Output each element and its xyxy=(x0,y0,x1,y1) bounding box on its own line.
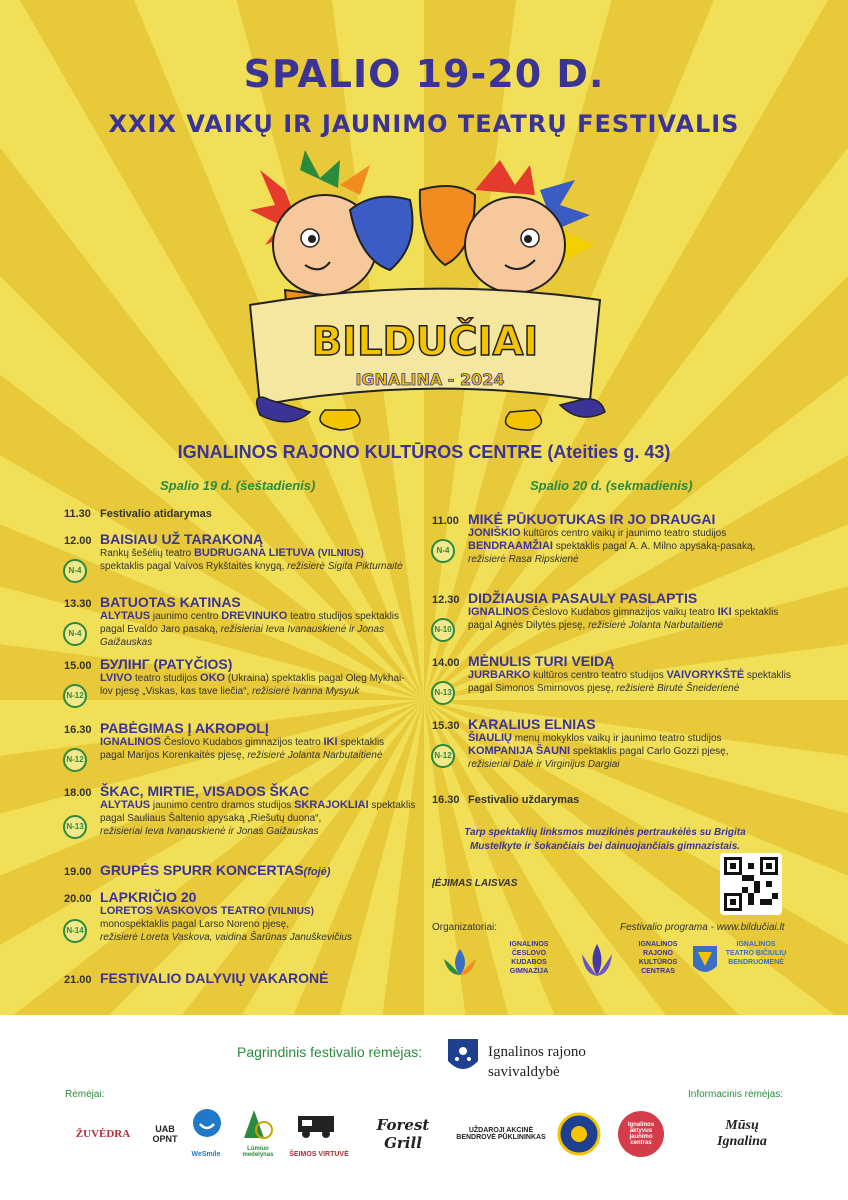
age-badge: N-12 xyxy=(63,748,87,772)
sponsor-wesmile: WeSmile xyxy=(191,1151,221,1158)
day1-header: Spalio 19 d. (šeštadienis) xyxy=(160,478,316,493)
event-item: 21.00 FESTIVALIO DALYVIŲ VAKARONĖ xyxy=(64,970,329,986)
event-item: 19.00 GRUPĖS SPURR KONCERTAS (fojė) xyxy=(64,862,331,878)
sponsor-youth-center: Ignalinos aktyvus jaunimo centras xyxy=(616,1110,666,1158)
sponsor-opnt: UAB OPNT xyxy=(152,1124,178,1144)
event-item: 12.30 DIDŽIAUSIA PASAULY PASLAPTIS N-10 IGNALINOS Česlovo Kudabos gimnazijos vaikų teatro IKI spektaklis pagal Agnės Dilytės pjesę, režisierė Jolanta Narbutaitienė xyxy=(432,590,812,632)
municipality-name: Ignalinos rajono savivaldybė xyxy=(488,1044,586,1080)
theater-friends-logo-icon xyxy=(690,942,720,982)
sponsor-medelynas: Lūmiuo medelynas xyxy=(242,1146,274,1158)
age-badge: N-13 xyxy=(431,681,455,705)
age-badge: N-10 xyxy=(431,618,455,642)
age-badge: N-4 xyxy=(431,539,455,563)
kulturos-centras-logo-icon xyxy=(572,940,622,984)
event-item: 14.00 MĖNULIS TURI VEIDĄ N-13 JURBARKO kultūros centro teatro studijos VAIVORYKŠTĖ spektaklis pagal Simonos Smirnovos pjesę, režisierė Birutė Šneiderienė xyxy=(432,653,812,695)
day2-header: Spalio 20 d. (sekmadienis) xyxy=(530,478,693,493)
sponsor-pukliainkas: UŽDAROJI AKCINĖ BENDROVĖ PŪKLININKAS xyxy=(456,1127,546,1141)
sponsor-seal xyxy=(556,1110,602,1158)
free-entry: ĮĖJIMAS LAISVAS xyxy=(432,878,518,889)
event-item: 16.30 Festivalio uždarymas xyxy=(432,794,580,806)
age-badge: N-13 xyxy=(63,815,87,839)
lotus-logo-icon xyxy=(436,945,484,981)
logo-title: BILDUČIAI xyxy=(311,319,539,365)
municipality-coat-of-arms-icon xyxy=(446,1037,480,1077)
event-item: 20.00 LAPKRIČIO 20 N-14 LORETOS VASKOVOS TEATRO (VILNIUS) monospektaklis pagal Larso Noreno pjesę, režisierė Loreta Vaskova, vaidina Šarūnas Januškevičius xyxy=(64,889,352,943)
sponsor-musu-ignalina: Mūsų Ignalina xyxy=(717,1118,767,1149)
event-item: 16.30 PABĖGIMAS Į AKROPOLĮ N-12 IGNALINOS Česlovo Kudabos gimnazijos teatro IKI spektaklis pagal Marijos Korenkaitės pjesę, režisierė Jolanta Narbutaitienė xyxy=(64,720,424,762)
tree-icon xyxy=(240,1108,274,1142)
organizer-kulturos-centras: IGNALINOS RAJONO KULTŪROS CENTRAS xyxy=(638,941,678,975)
wesmile-icon xyxy=(192,1108,222,1138)
sponsor-seimos-virtuve: ŠEIMOS VIRTUVĖ xyxy=(289,1151,349,1158)
intermission-note: Tarp spektaklių linksmos muzikinės pertraukėlės su Brigita Mustelkyte ir šokančiais bei dainuojančiais gimnazistais. xyxy=(464,827,746,852)
event-item: 18.00 ŠKAC, MIRTIE, VISADOS ŠKAC N-13 ALYTAUS jaunimo centro dramos studijos SKRAJOKLIAI spektaklis pagal Sauliaus Šaltenio apysaką „Riešutų duona“, režisieriai Ieva Ivanauskienė ir Jonas Gaižauskas xyxy=(64,783,416,837)
event-item: 12.00 BAISIAU UŽ TARAKONĄ N-4 Rankų šešėlių teatro BUDRUGANA LIETUVA (VILNIUS) spektaklis pagal Vaivos Rykštaitės knygą, režisierė Sigita Pikturnaitė xyxy=(64,531,424,573)
age-badge: N-14 xyxy=(63,919,87,943)
event-item: 11.30 Festivalio atidarymas xyxy=(64,508,212,520)
logo-subtitle: IGNALINA - 2024 xyxy=(355,370,505,389)
event-item: 13.30 BATUOTAS KATINAS N-4 ALYTAUS jaunimo centro DREVINUKO teatro studijos spektaklis pagal Evaldo Jaro pasaką, režisieriai Ieva Ivanauskienė ir Jonas Gaižauskas xyxy=(64,594,400,648)
sponsor-zuvedra: ŽUVĖDRA xyxy=(75,1128,131,1140)
organizer-gimnazija: IGNALINOS ČESLOVO KUDABOS GIMNAZIJA xyxy=(509,941,549,975)
venue: IGNALINOS RAJONO KULTŪROS CENTRE (Ateities g. 43) xyxy=(177,442,671,462)
event-item: 15.00 БУЛІНГ (PATYČIOS) N-12 LVIVO teatro studijos OKO (Ukraina) spektaklis pagal Oleg Mykhai- lov pjesę „Viskas, kas tave liečia“, režisierė Ivanna Mysyuk xyxy=(64,656,424,698)
festival-logo xyxy=(230,150,620,435)
main-sponsor-label: Pagrindinis festivalio rėmėjas: xyxy=(237,1044,423,1060)
info-sponsor-label: Informacinis rėmėjas: xyxy=(688,1089,784,1100)
program-link[interactable]: Festivalio programa - www.bildučiai.lt xyxy=(620,922,785,933)
organizers-label: Organizatoriai: xyxy=(432,922,498,933)
event-item: 11.00 MIKĖ PŪKUOTUKAS IR JO DRAUGAI N-4 JONIŠKIO kultūros centro vaikų ir jaunimo teatro studijos BENDRAAMŽIAI spektaklis pagal A. A. Milno apysaką-pasaką, režisierė Rasa Ripskienė xyxy=(432,511,756,565)
festival-date: SPALIO 19-20 D. xyxy=(243,52,605,96)
event-item: 15.30 KARALIUS ELNIAS N-12 ŠIAULIŲ menų mokyklos vaikų ir jaunimo teatro studijos KOMPANIJA ŠAUNI spektaklis pagal Carlo Gozzi pjesę, režisieriai Dalė ir Virginijus Dargiai xyxy=(432,716,729,770)
age-badge: N-12 xyxy=(431,744,455,768)
seal-icon xyxy=(557,1112,601,1156)
sponsors-label: Rėmėjai: xyxy=(65,1089,105,1100)
organizer-teatro-biciuliu: IGNALINOS TEATRO BIČIULIŲ BENDRUOMENĖ xyxy=(725,941,787,966)
age-badge: N-4 xyxy=(63,622,87,646)
age-badge: N-12 xyxy=(63,684,87,708)
sponsors-footer xyxy=(0,1015,848,1200)
food-truck-icon xyxy=(296,1108,340,1140)
qr-code[interactable] xyxy=(720,853,782,915)
festival-title: XXIX VAIKŲ IR JAUNIMO TEATRŲ FESTIVALIS xyxy=(108,110,740,138)
sponsor-forest-grill: Forest Grill xyxy=(376,1116,430,1152)
age-badge: N-4 xyxy=(63,559,87,583)
